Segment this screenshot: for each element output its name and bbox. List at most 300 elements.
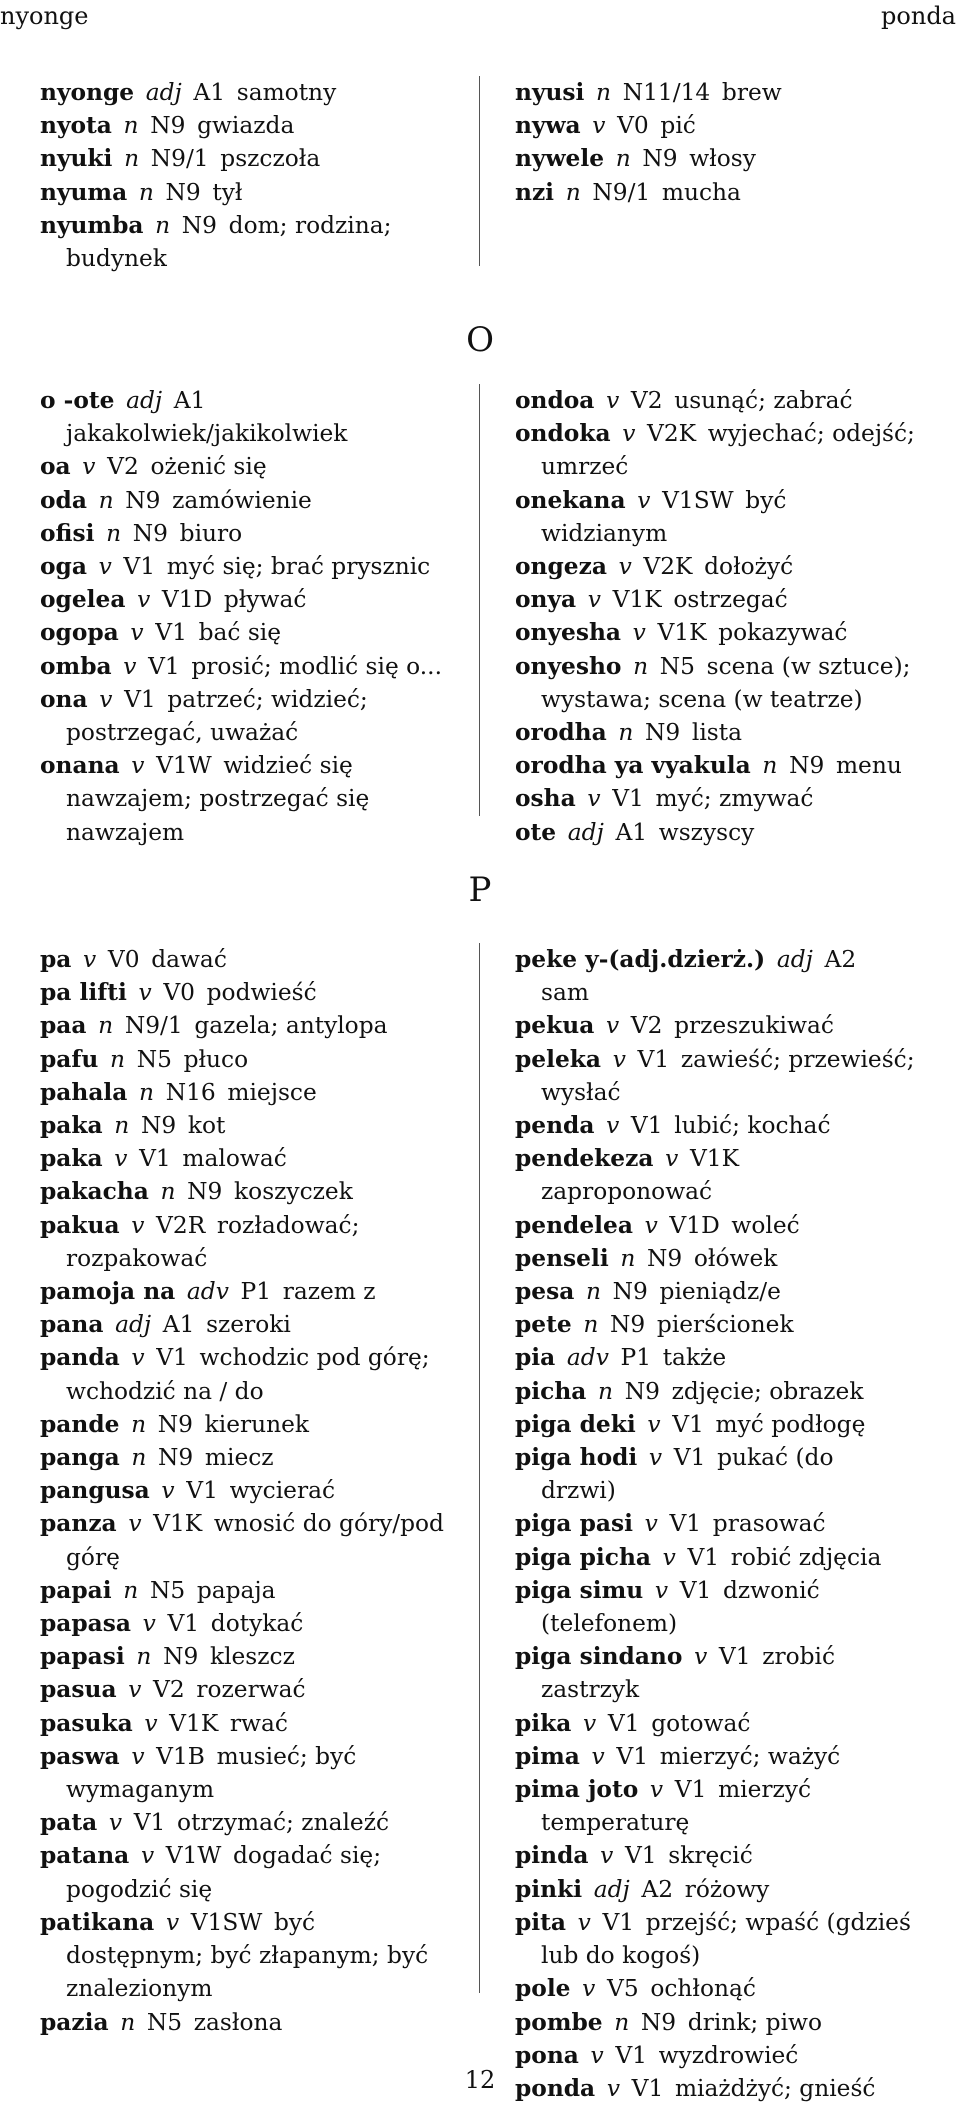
- dictionary-entry: [515, 1574, 915, 1640]
- headword: pendelea: [515, 1211, 633, 1239]
- headword: ondoka: [515, 420, 611, 448]
- dictionary-entry: [515, 76, 915, 109]
- dictionary-entry: [515, 417, 915, 483]
- part-of-speech: n: [138, 178, 154, 206]
- column-right: [515, 76, 915, 209]
- headword: papasi: [40, 1643, 125, 1671]
- part-of-speech: v: [140, 1842, 155, 1870]
- dictionary-entry: [40, 1806, 448, 1839]
- headword: piga hodi: [515, 1444, 638, 1472]
- dictionary-entry: [515, 1507, 915, 1540]
- part-of-speech: v: [606, 387, 620, 414]
- definition: razem z: [282, 1278, 376, 1306]
- noun-verb-class: V1: [616, 1742, 649, 1770]
- dictionary-entry: [40, 450, 448, 483]
- dictionary-entry: [515, 384, 915, 417]
- dictionary-entry: [515, 1972, 915, 2005]
- noun-verb-class: A2: [641, 1875, 674, 1903]
- headword: patikana: [40, 1908, 155, 1936]
- noun-verb-class: V1: [186, 1477, 218, 1505]
- noun-verb-class: V1: [123, 553, 156, 581]
- part-of-speech: v: [82, 453, 96, 481]
- noun-verb-class: V1: [624, 1842, 657, 1870]
- dictionary-entry: [40, 1109, 448, 1142]
- definition: mierzyć temperaturę: [541, 1776, 812, 1837]
- dictionary-entry: [515, 1341, 915, 1374]
- definition: lubić; kochać: [674, 1112, 831, 1140]
- headword: papai: [40, 1576, 112, 1604]
- noun-verb-class: A1: [173, 387, 206, 414]
- part-of-speech: v: [618, 553, 632, 581]
- dictionary-entry: [515, 749, 915, 782]
- definition: ochłonąć: [650, 1975, 756, 2003]
- column-left: [40, 384, 448, 849]
- noun-verb-class: N9: [610, 1311, 646, 1339]
- noun-verb-class: V2: [630, 387, 663, 414]
- noun-verb-class: V1: [612, 785, 644, 813]
- dictionary-entry: [40, 176, 448, 209]
- headword: oa: [40, 453, 71, 481]
- definition: rozerwać: [196, 1676, 306, 1704]
- dictionary-entry: [40, 749, 448, 849]
- noun-verb-class: N9: [647, 1244, 683, 1272]
- noun-verb-class: N9: [125, 486, 161, 514]
- section-n: [0, 76, 960, 276]
- headword: pakacha: [40, 1178, 149, 1206]
- definition: musieć; być wymaganym: [66, 1742, 357, 1804]
- dictionary-entry: [515, 1541, 915, 1574]
- dictionary-entry: [40, 1640, 448, 1673]
- dictionary-entry: [40, 683, 448, 749]
- headword: nyumba: [40, 211, 144, 239]
- dictionary-entry: [40, 142, 448, 175]
- definition: sam: [541, 979, 589, 1007]
- noun-verb-class: V2R: [156, 1211, 206, 1239]
- dictionary-entry: [515, 1109, 915, 1142]
- part-of-speech: n: [618, 719, 634, 747]
- dictionary-entry: [40, 1906, 448, 2006]
- headword: panda: [40, 1344, 120, 1372]
- dictionary-entry: [515, 583, 915, 616]
- part-of-speech: n: [596, 79, 612, 106]
- part-of-speech: v: [648, 1444, 663, 1472]
- part-of-speech: n: [598, 1377, 614, 1405]
- part-of-speech: v: [165, 1908, 180, 1936]
- noun-verb-class: V1K: [153, 1510, 203, 1538]
- headword: o -ote: [40, 387, 115, 414]
- definition: być widzianym: [541, 486, 787, 547]
- part-of-speech: n: [123, 1576, 139, 1604]
- definition: mierzyć; ważyć: [659, 1742, 841, 1770]
- dictionary-entry: [515, 1375, 915, 1408]
- definition: samotny: [236, 79, 337, 106]
- definition: szeroki: [206, 1311, 291, 1339]
- part-of-speech: v: [612, 1045, 626, 1073]
- dictionary-entry: [40, 1707, 448, 1740]
- definition: być dostępnym; być złapanym; być znalezionym: [66, 1908, 429, 2003]
- noun-verb-class: V2: [630, 1012, 663, 1040]
- part-of-speech: n: [614, 2008, 630, 2036]
- headword: nyuma: [40, 178, 128, 206]
- column-right: [515, 943, 915, 2105]
- part-of-speech: adj: [126, 387, 163, 414]
- dictionary-entry: [40, 109, 448, 142]
- dictionary-entry: [515, 1275, 915, 1308]
- headword: nywa: [515, 112, 581, 140]
- headword: peke y-(adj.dzierż.): [515, 946, 766, 973]
- dictionary-entry: [40, 616, 448, 649]
- definition: dawać: [151, 946, 227, 973]
- headword: ofisi: [40, 519, 95, 547]
- part-of-speech: v: [99, 685, 113, 713]
- part-of-speech: v: [582, 1975, 596, 2003]
- dictionary-entry: [515, 1308, 915, 1341]
- part-of-speech: v: [577, 1908, 591, 1936]
- dictionary-entry: [515, 1441, 915, 1507]
- definition: usunąć; zabrać: [674, 387, 853, 414]
- part-of-speech: n: [565, 178, 581, 206]
- headword: ogopa: [40, 619, 119, 647]
- definition: pić: [660, 112, 696, 140]
- noun-verb-class: P1: [240, 1278, 272, 1306]
- headword: pasua: [40, 1676, 117, 1704]
- noun-verb-class: N9: [624, 1377, 660, 1405]
- part-of-speech: v: [587, 586, 601, 614]
- noun-verb-class: V1: [679, 1576, 712, 1604]
- definition: otrzymać; znaleźć: [177, 1809, 390, 1837]
- definition: kleszcz: [209, 1643, 295, 1671]
- definition: lista: [691, 719, 742, 747]
- part-of-speech: n: [114, 1112, 130, 1140]
- noun-verb-class: V1: [156, 1344, 188, 1372]
- headword: ona: [40, 685, 88, 713]
- definition: prasować: [712, 1510, 826, 1538]
- noun-verb-class: A1: [615, 818, 648, 846]
- definition: płuco: [183, 1045, 249, 1073]
- column-right: [515, 384, 915, 849]
- part-of-speech: v: [98, 553, 112, 581]
- dictionary-entry: [515, 550, 915, 583]
- noun-verb-class: V1: [607, 1709, 640, 1737]
- noun-verb-class: V1K: [689, 1145, 739, 1173]
- definition: myć; zmywać: [655, 785, 814, 813]
- part-of-speech: n: [124, 145, 140, 173]
- headword: pasuka: [40, 1709, 133, 1737]
- headword: pona: [515, 2041, 579, 2069]
- definition: myć się; brać prysznic: [166, 553, 431, 581]
- part-of-speech: v: [144, 1709, 158, 1737]
- dictionary-entry: [40, 976, 448, 1009]
- definition: jakakolwiek/jakikolwiek: [66, 420, 348, 448]
- section-o: [0, 384, 960, 846]
- part-of-speech: v: [131, 1211, 145, 1239]
- noun-verb-class: A1: [193, 79, 226, 106]
- headword: pendekeza: [515, 1145, 654, 1173]
- dictionary-entry: [515, 782, 915, 815]
- noun-verb-class: V1: [133, 1809, 166, 1837]
- dictionary-entry: [515, 1408, 915, 1441]
- headword: pangusa: [40, 1477, 150, 1505]
- part-of-speech: n: [155, 211, 171, 239]
- part-of-speech: n: [123, 112, 139, 140]
- noun-verb-class: N5: [659, 652, 695, 680]
- noun-verb-class: V1: [148, 652, 180, 680]
- part-of-speech: adj: [776, 946, 813, 973]
- headword: pakua: [40, 1211, 120, 1239]
- noun-verb-class: V1: [687, 1543, 720, 1571]
- dictionary-entry: [515, 650, 915, 716]
- headword: osha: [515, 785, 576, 813]
- part-of-speech: v: [128, 1510, 142, 1538]
- definition: zawieść; przewieść; wysłać: [541, 1045, 915, 1106]
- column-divider: [479, 76, 480, 266]
- column-left: [40, 943, 448, 2039]
- definition: dom; rodzina; budynek: [66, 211, 392, 273]
- headword: paka: [40, 1112, 103, 1140]
- headword: omba: [40, 652, 112, 680]
- dictionary-entry: [40, 1142, 448, 1175]
- headword: paa: [40, 1012, 87, 1040]
- part-of-speech: v: [637, 486, 651, 514]
- dictionary-entry: [40, 1474, 448, 1507]
- headword: penda: [515, 1112, 595, 1140]
- headword: papasa: [40, 1610, 131, 1638]
- headword: panga: [40, 1444, 120, 1472]
- definition: miejsce: [227, 1078, 317, 1106]
- headword: pa: [40, 946, 72, 973]
- definition: miażdżyć; gnieść: [674, 2074, 876, 2102]
- noun-verb-class: V1: [602, 1908, 635, 1936]
- noun-verb-class: N5: [136, 1045, 172, 1073]
- headword: peleka: [515, 1045, 602, 1073]
- dictionary-entry: [40, 583, 448, 616]
- definition: zrobić zastrzyk: [541, 1643, 836, 1704]
- part-of-speech: n: [583, 1311, 599, 1339]
- part-of-speech: v: [128, 1676, 142, 1704]
- noun-verb-class: N9: [642, 145, 678, 173]
- definition: pływać: [223, 586, 307, 614]
- part-of-speech: v: [114, 1145, 128, 1173]
- dictionary-entry: [515, 484, 915, 550]
- noun-verb-class: V1W: [165, 1842, 222, 1870]
- noun-verb-class: N9: [132, 519, 168, 547]
- definition: gotować: [651, 1709, 751, 1737]
- dictionary-entry: [40, 1441, 448, 1474]
- headword: nyota: [40, 112, 112, 140]
- definition: robić zdjęcia: [730, 1543, 882, 1571]
- definition: myć podłogę: [715, 1410, 866, 1438]
- letter-heading-o: O: [466, 320, 494, 360]
- headword: pafu: [40, 1045, 99, 1073]
- dictionary-entry: [515, 1906, 915, 1972]
- definition: podwieść: [206, 979, 317, 1007]
- headword: ongeza: [515, 553, 607, 581]
- headword: nywele: [515, 145, 605, 173]
- part-of-speech: adj: [593, 1875, 630, 1903]
- definition: zamówienie: [172, 486, 312, 514]
- noun-verb-class: N9: [187, 1178, 223, 1206]
- noun-verb-class: V2K: [643, 553, 693, 581]
- part-of-speech: adj: [145, 79, 182, 106]
- part-of-speech: v: [606, 1112, 620, 1140]
- headword: onyesho: [515, 652, 622, 680]
- dictionary-entry: [40, 1740, 448, 1806]
- noun-verb-class: V1D: [669, 1211, 720, 1239]
- part-of-speech: v: [622, 420, 636, 448]
- dictionary-entry: [40, 1673, 448, 1706]
- dictionary-entry: [515, 109, 915, 142]
- definition: przeszukiwać: [674, 1012, 834, 1040]
- definition: koszyczek: [234, 1178, 353, 1206]
- running-head-first-entry: nyonge: [0, 2, 89, 30]
- headword: pata: [40, 1809, 98, 1837]
- noun-verb-class: V1: [155, 619, 187, 647]
- dictionary-entry: [515, 1707, 915, 1740]
- dictionary-entry: [40, 384, 448, 450]
- headword: penseli: [515, 1244, 609, 1272]
- dictionary-entry: [515, 1242, 915, 1275]
- definition: wyzdrowieć: [658, 2041, 799, 2069]
- noun-verb-class: V1: [631, 2074, 664, 2102]
- headword: paka: [40, 1145, 103, 1173]
- part-of-speech: adv: [186, 1278, 229, 1306]
- definition: gazela; antylopa: [194, 1012, 388, 1040]
- noun-verb-class: V1: [630, 1112, 663, 1140]
- dictionary-entry: [40, 1209, 448, 1275]
- definition: malować: [182, 1145, 287, 1173]
- part-of-speech: v: [587, 785, 601, 813]
- part-of-speech: v: [131, 1344, 145, 1372]
- definition: rozładować; rozpakować: [66, 1211, 360, 1272]
- headword: ogelea: [40, 586, 126, 614]
- part-of-speech: v: [644, 1211, 658, 1239]
- part-of-speech: v: [137, 586, 151, 614]
- definition: prosić; modlić się o...: [191, 652, 442, 680]
- definition: ołówek: [693, 1244, 778, 1272]
- column-left: [40, 76, 448, 275]
- definition: zaproponować: [541, 1178, 713, 1206]
- dictionary-entry: [40, 943, 448, 976]
- definition: dołożyć: [704, 553, 794, 581]
- headword: pesa: [515, 1278, 575, 1306]
- dictionary-entry: [515, 1142, 915, 1208]
- part-of-speech: n: [131, 1444, 147, 1472]
- noun-verb-class: V1SW: [190, 1908, 263, 1936]
- noun-verb-class: V0: [107, 946, 140, 973]
- noun-verb-class: V1: [124, 685, 156, 713]
- part-of-speech: v: [131, 1742, 145, 1770]
- dictionary-entry: [515, 1640, 915, 1706]
- part-of-speech: v: [591, 1742, 605, 1770]
- noun-verb-class: V1: [672, 1410, 704, 1438]
- definition: ożenić się: [150, 453, 267, 481]
- part-of-speech: n: [98, 486, 114, 514]
- noun-verb-class: N9: [163, 1643, 199, 1671]
- dictionary-entry: [40, 484, 448, 517]
- headword: pia: [515, 1344, 556, 1372]
- noun-verb-class: V1: [673, 1444, 706, 1472]
- part-of-speech: v: [694, 1643, 708, 1671]
- part-of-speech: v: [592, 112, 606, 140]
- page-number: 12: [464, 2066, 496, 2094]
- part-of-speech: v: [130, 619, 144, 647]
- part-of-speech: n: [585, 1278, 601, 1306]
- definition: drink; piwo: [687, 2008, 823, 2036]
- headword: nyuki: [40, 145, 113, 173]
- part-of-speech: n: [136, 1643, 152, 1671]
- definition: menu: [835, 752, 902, 780]
- column-divider: [479, 943, 480, 1993]
- dictionary-entry: [515, 1209, 915, 1242]
- dictionary-entry: [40, 1275, 448, 1308]
- headword: pima joto: [515, 1776, 639, 1804]
- headword: piga sindano: [515, 1643, 683, 1671]
- noun-verb-class: N11/14: [622, 79, 711, 106]
- headword: paswa: [40, 1742, 120, 1770]
- part-of-speech: v: [142, 1610, 156, 1638]
- noun-verb-class: N9: [789, 752, 825, 780]
- headword: piga pasi: [515, 1510, 633, 1538]
- definition: scena (w sztuce); wystawa; scena (w teatrze): [541, 652, 911, 713]
- headword: piga picha: [515, 1543, 651, 1571]
- headword: orodha ya vyakula: [515, 752, 751, 780]
- dictionary-entry: [515, 176, 915, 209]
- definition: brew: [721, 79, 782, 106]
- dictionary-entry: [40, 1408, 448, 1441]
- noun-verb-class: N9: [612, 1278, 648, 1306]
- headword: pazia: [40, 2008, 109, 2036]
- part-of-speech: v: [647, 1410, 661, 1438]
- part-of-speech: v: [108, 1809, 123, 1837]
- part-of-speech: n: [160, 1178, 176, 1206]
- dictionary-entry: [515, 1009, 915, 1042]
- headword: panza: [40, 1510, 117, 1538]
- dictionary-entry: [515, 943, 915, 1009]
- definition: zdjęcie; obrazek: [671, 1377, 864, 1405]
- dictionary-entry: [40, 1175, 448, 1208]
- noun-verb-class: V2: [107, 453, 139, 481]
- noun-verb-class: N9: [640, 2008, 677, 2036]
- dictionary-entry: [40, 1574, 448, 1607]
- definition: pierścionek: [656, 1311, 794, 1339]
- part-of-speech: n: [615, 145, 631, 173]
- dictionary-entry: [40, 1507, 448, 1573]
- dictionary-entry: [40, 1009, 448, 1042]
- noun-verb-class: V0: [163, 979, 195, 1007]
- noun-verb-class: N9: [140, 1112, 177, 1140]
- noun-verb-class: P1: [620, 1344, 652, 1372]
- dictionary-entry: [40, 1043, 448, 1076]
- running-head-last-entry: ponda: [881, 2, 956, 30]
- headword: pima: [515, 1742, 580, 1770]
- headword: nyusi: [515, 79, 585, 106]
- definition: dzwonić (telefonem): [541, 1576, 820, 1638]
- headword: pande: [40, 1410, 120, 1438]
- noun-verb-class: V1: [718, 1643, 751, 1671]
- part-of-speech: v: [665, 1145, 679, 1173]
- definition: wnosić do góry/pod górę: [66, 1510, 444, 1571]
- definition: także: [662, 1344, 727, 1372]
- definition: pukać (do drzwi): [541, 1444, 834, 1505]
- noun-verb-class: N16: [165, 1078, 216, 1106]
- part-of-speech: adj: [567, 818, 604, 846]
- part-of-speech: n: [131, 1410, 147, 1438]
- part-of-speech: v: [606, 2074, 620, 2102]
- letter-heading-p: P: [468, 870, 492, 910]
- headword: patana: [40, 1842, 130, 1870]
- definition: wszyscy: [658, 818, 755, 846]
- definition: dotykać: [210, 1610, 304, 1638]
